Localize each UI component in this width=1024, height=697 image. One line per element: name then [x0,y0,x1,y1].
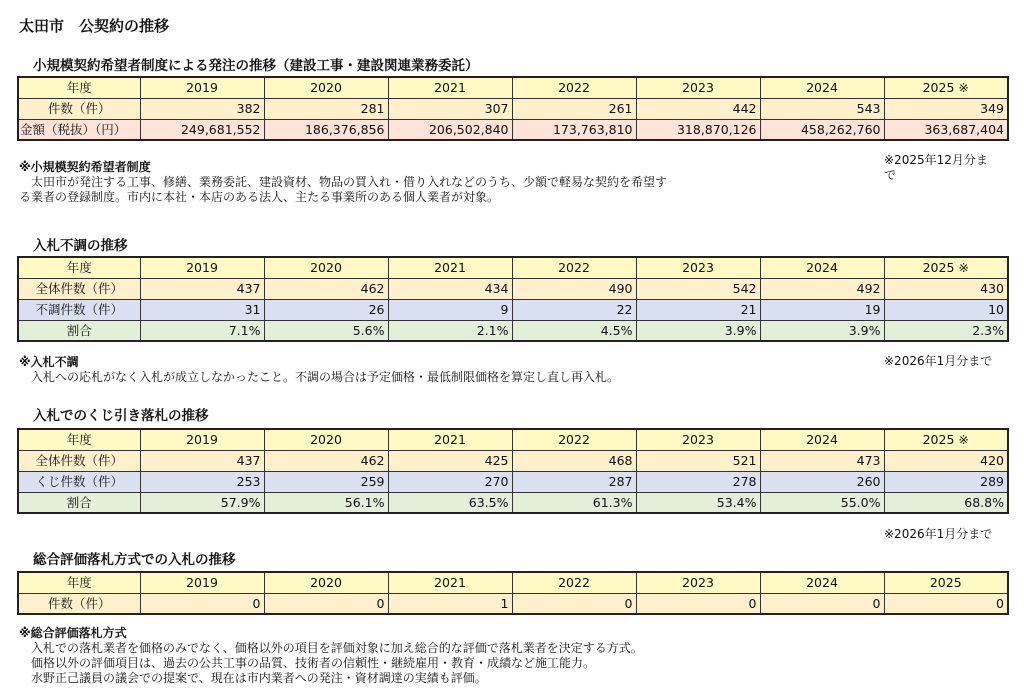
cell: 307 [388,98,512,119]
cell: 0 [140,593,264,614]
year-header: 2019 [140,257,264,278]
note-line: 水野正己議員の議会での提案で、現在は市内業者への発注・資材調達の実績も評価。 [19,671,487,685]
year-header: 2020 [264,257,388,278]
row-label: くじ件数（件） [18,471,140,492]
cell: 468 [512,450,636,471]
table-header-row [18,257,1008,278]
year-header: 2024 [760,257,884,278]
cell: 349 [884,98,1008,119]
year-header: 2023 [636,572,760,593]
cell: 2.1% [388,320,512,341]
year-header: 2023 [636,429,760,450]
table-row [18,593,1008,614]
cell: 1 [388,593,512,614]
failed-bids-footnote: ※2026年1月分まで [884,354,993,368]
year-header: 2020 [264,77,388,98]
note-line: る業者の登録制度。市内に本社・本店のある法人、主たる事業所のある個人業者が対象。 [19,190,500,204]
cell: 186,376,856 [264,119,388,140]
cell: 462 [264,278,388,299]
small-contracts-title: 小規模契約希望者制度による発注の推移（建設工事・建設関連業務委託） [33,58,479,74]
cell: 287 [512,471,636,492]
year-header: 2025 ※ [884,429,1008,450]
year-header: 2025 [884,572,1008,593]
comprehensive-eval-title: 総合評価落札方式での入札の推移 [33,552,236,568]
cell: 3.9% [636,320,760,341]
cell: 543 [760,98,884,119]
year-header: 2021 [388,257,512,278]
cell: 382 [140,98,264,119]
year-header: 2021 [388,572,512,593]
cell: 61.3% [512,492,636,513]
cell: 270 [388,471,512,492]
cell: 206,502,840 [388,119,512,140]
cell: 63.5% [388,492,512,513]
year-header: 2025 ※ [884,257,1008,278]
cell: 458,262,760 [760,119,884,140]
cell: 278 [636,471,760,492]
year-header: 2024 [760,429,884,450]
year-header: 2022 [512,257,636,278]
cell: 420 [884,450,1008,471]
row-label: 全体件数（件） [18,450,140,471]
year-header: 2023 [636,77,760,98]
small-contracts-note [19,158,667,205]
failed-bids-title: 入札不調の推移 [33,238,128,254]
year-header: 2022 [512,429,636,450]
table-row [18,450,1008,471]
note-line: 入札での落札業者を価格のみでなく、価格以外の項目を評価対象に加え総合的な評価で落札業者を決定する方式。 [19,641,643,655]
cell: 490 [512,278,636,299]
row-label: 件数（件） [18,593,140,614]
cell: 473 [760,450,884,471]
cell: 5.6% [264,320,388,341]
note-title: ※小規模契約希望者制度 [19,160,151,174]
year-header: 2024 [760,572,884,593]
note-line: 価格以外の評価項目は、過去の公共工事の品質、技術者の信頼性・継続雇用・教育・成績など施工能力。 [19,656,596,670]
note-title: ※入札不調 [19,355,79,369]
cell: 21 [636,299,760,320]
header-label: 年度 [18,429,140,450]
table-header-row [18,77,1008,98]
cell: 2.3% [884,320,1008,341]
note-line: 入札への応札がなく入札が成立しなかったこと。不調の場合は予定価格・最低制限価格を算定し直し再入札。 [19,370,620,384]
cell: 68.8% [884,492,1008,513]
cell: 318,870,126 [636,119,760,140]
cell: 253 [140,471,264,492]
year-header: 2022 [512,77,636,98]
table-row [18,320,1008,341]
page-title: 太田市 公契約の推移 [19,17,170,35]
small-contracts-footnote [884,153,988,183]
row-label: 不調件数（件） [18,299,140,320]
comprehensive-eval-table [17,571,1009,615]
cell: 0 [264,593,388,614]
header-label: 年度 [18,572,140,593]
cell: 281 [264,98,388,119]
cell: 22 [512,299,636,320]
row-label: 金額（税抜）（円） [18,119,140,140]
year-header: 2019 [140,572,264,593]
cell: 289 [884,471,1008,492]
cell: 442 [636,98,760,119]
failed-bids-note [19,353,619,385]
table-row [18,98,1008,119]
cell: 0 [760,593,884,614]
cell: 10 [884,299,1008,320]
table-header-row [18,429,1008,450]
cell: 173,763,810 [512,119,636,140]
cell: 437 [140,278,264,299]
cell: 260 [760,471,884,492]
cell: 492 [760,278,884,299]
cell: 261 [512,98,636,119]
note-title: ※総合評価落札方式 [19,626,127,640]
cell: 7.1% [140,320,264,341]
cell: 19 [760,299,884,320]
cell: 462 [264,450,388,471]
row-label: 全体件数（件） [18,278,140,299]
cell: 3.9% [760,320,884,341]
table-row [18,278,1008,299]
cell: 57.9% [140,492,264,513]
table-header-row [18,572,1008,593]
cell: 542 [636,278,760,299]
cell: 259 [264,471,388,492]
table-row [18,119,1008,140]
cell: 521 [636,450,760,471]
cell: 31 [140,299,264,320]
row-label: 割合 [18,492,140,513]
lottery-bids-table [17,428,1009,514]
year-header: 2025 ※ [884,77,1008,98]
cell: 434 [388,278,512,299]
cell: 437 [140,450,264,471]
table-row [18,471,1008,492]
cell: 4.5% [512,320,636,341]
year-header: 2021 [388,429,512,450]
lottery-bids-title: 入札でのくじ引き落札の推移 [33,408,209,424]
cell: 56.1% [264,492,388,513]
lottery-bids-footnote: ※2026年1月分まで [884,527,993,541]
cell: 249,681,552 [140,119,264,140]
cell: 0 [884,593,1008,614]
cell: 55.0% [760,492,884,513]
note-line: 太田市が発注する工事、修繕、業務委託、建設資材、物品の買入れ・借り入れなどのうち、少額で軽易な契約を希望す [19,175,668,189]
year-header: 2020 [264,572,388,593]
cell: 0 [636,593,760,614]
cell: 425 [388,450,512,471]
failed-bids-table [17,256,1009,342]
header-label: 年度 [18,257,140,278]
cell: 363,687,404 [884,119,1008,140]
table-row [18,492,1008,513]
comprehensive-eval-note [19,624,643,686]
year-header: 2023 [636,257,760,278]
header-label: 年度 [18,77,140,98]
table-row [18,299,1008,320]
row-label: 割合 [18,320,140,341]
cell: 53.4% [636,492,760,513]
year-header: 2020 [264,429,388,450]
cell: 430 [884,278,1008,299]
cell: 9 [388,299,512,320]
year-header: 2019 [140,77,264,98]
row-label: 件数（件） [18,98,140,119]
year-header: 2022 [512,572,636,593]
cell: 0 [512,593,636,614]
cell: 26 [264,299,388,320]
small-contracts-table [17,76,1009,141]
year-header: 2021 [388,77,512,98]
footnote-line: ※2025年12月分ま [884,153,988,167]
year-header: 2024 [760,77,884,98]
footnote-line: で [884,168,897,182]
year-header: 2019 [140,429,264,450]
